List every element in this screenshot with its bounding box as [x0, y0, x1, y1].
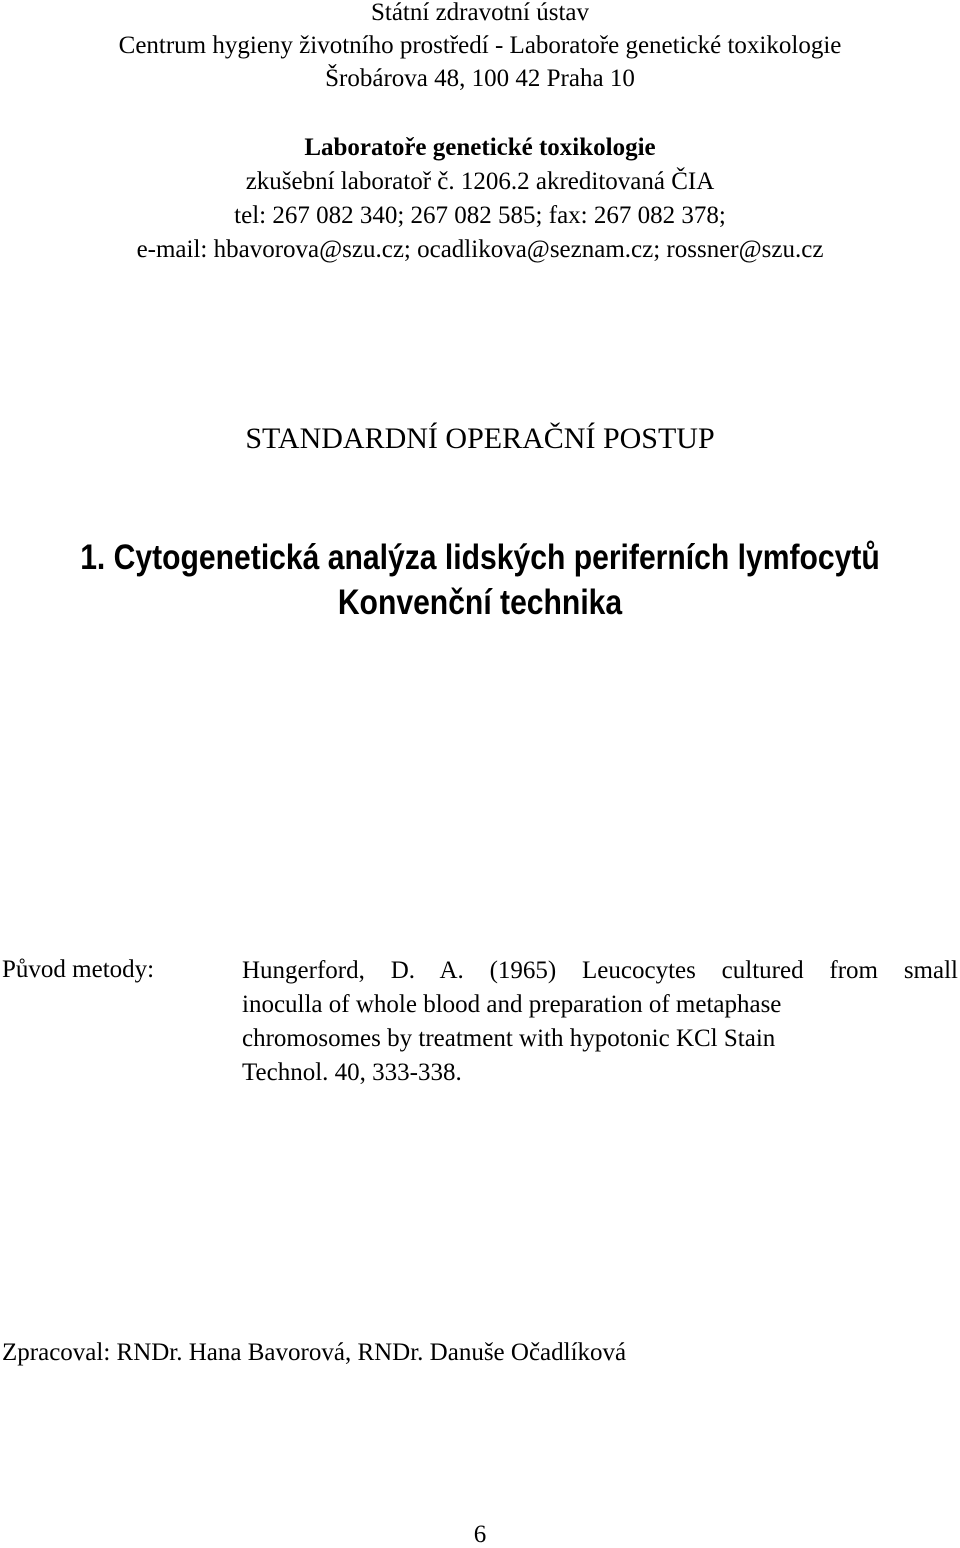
- method-origin-citation: [242, 954, 958, 1090]
- document-title-line1: 1. Cytogenetická analýza lidských periferních lymfocytů: [80, 538, 880, 577]
- header-centre: Centrum hygieny životního prostředí - Laboratoře genetické toxikologie: [118, 32, 842, 59]
- lab-title: Laboratoře genetické toxikologie: [304, 134, 656, 161]
- lab-accreditation: zkušební laboratoř č. 1206.2 akreditovaná ČIA: [245, 168, 715, 195]
- citation-line: inoculla of whole blood and preparation of metaphase: [242, 991, 782, 1018]
- citation-line: Technol. 40, 333-338.: [242, 1059, 462, 1086]
- header-address: Šrobárova 48, 100 42 Praha 10: [325, 65, 635, 92]
- document-type: STANDARDNÍ OPERAČNÍ POSTUP: [245, 422, 715, 455]
- lab-emails: e-mail: hbavorova@szu.cz; ocadlikova@seznam.cz; rossner@szu.cz: [136, 236, 824, 263]
- method-origin-label: Původ metody:: [2, 956, 155, 983]
- citation-line: Hungerford, D. A. (1965) Leucocytes cultured from small: [242, 957, 958, 984]
- lab-phones: tel: 267 082 340; 267 082 585; fax: 267 082 378;: [234, 202, 726, 229]
- citation-line: chromosomes by treatment with hypotonic KCl Stain: [242, 1025, 776, 1052]
- header-institute: Státní zdravotní ústav: [370, 0, 590, 26]
- page-number: 6: [473, 1521, 487, 1548]
- prepared-by: Zpracoval: RNDr. Hana Bavorová, RNDr. Danuše Očadlíková: [2, 1339, 627, 1366]
- document-title-line2: Konvenční technika: [337, 583, 623, 622]
